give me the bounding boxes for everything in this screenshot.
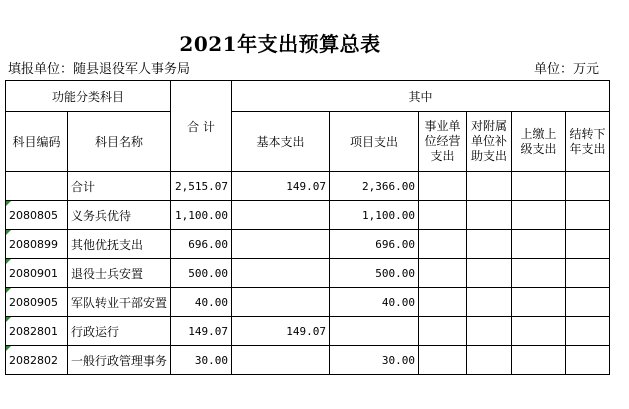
- cell-total[interactable]: 149.07: [171, 317, 232, 346]
- cell-enterprise[interactable]: [419, 317, 467, 346]
- cell-upper[interactable]: [512, 259, 566, 288]
- cell-upper[interactable]: [512, 317, 566, 346]
- cell-name[interactable]: 退役士兵安置: [68, 259, 171, 288]
- cell-upper[interactable]: [512, 172, 566, 201]
- table-row: [6, 172, 610, 201]
- header-subsidiary[interactable]: 对附属单位补助支出: [467, 112, 512, 172]
- header-name[interactable]: 科目名称: [68, 112, 171, 172]
- cell-total[interactable]: 2,515.07: [171, 172, 232, 201]
- cell-name[interactable]: 合计: [68, 172, 171, 201]
- table-row: [6, 346, 610, 375]
- budget-table: [5, 80, 610, 375]
- cell-basic[interactable]: [232, 288, 330, 317]
- cell-project[interactable]: [330, 317, 419, 346]
- green-triangle-icon: [6, 346, 11, 351]
- cell-carry[interactable]: [566, 346, 610, 375]
- cell-carry[interactable]: [566, 317, 610, 346]
- cell-upper[interactable]: [512, 230, 566, 259]
- header-upper[interactable]: 上缴上级支出: [512, 112, 566, 172]
- cell-carry[interactable]: [566, 288, 610, 317]
- cell-total[interactable]: 500.00: [171, 259, 232, 288]
- cell-carry[interactable]: [566, 230, 610, 259]
- table-row: [6, 230, 610, 259]
- cell-code[interactable]: 2080899: [6, 230, 68, 259]
- cell-enterprise[interactable]: [419, 288, 467, 317]
- cell-project[interactable]: 30.00: [330, 346, 419, 375]
- green-triangle-icon: [6, 230, 11, 235]
- green-triangle-icon: [6, 201, 11, 206]
- green-triangle-icon: [6, 259, 11, 264]
- table-row: [6, 259, 610, 288]
- cell-basic[interactable]: 149.07: [232, 317, 330, 346]
- header-project[interactable]: 项目支出: [330, 112, 419, 172]
- cell-enterprise[interactable]: [419, 172, 467, 201]
- table-row: [6, 317, 610, 346]
- cell-total[interactable]: 30.00: [171, 346, 232, 375]
- cell-name[interactable]: 其他优抚支出: [68, 230, 171, 259]
- cell-total[interactable]: 40.00: [171, 288, 232, 317]
- cell-code[interactable]: 2080901: [6, 259, 68, 288]
- cell-enterprise[interactable]: [419, 259, 467, 288]
- cell-enterprise[interactable]: [419, 230, 467, 259]
- cell-carry[interactable]: [566, 201, 610, 230]
- reporting-unit: 填报单位：随县退役军人事务局: [8, 62, 191, 77]
- cell-name[interactable]: 一般行政管理事务: [68, 346, 171, 375]
- cell-subsidiary[interactable]: [467, 201, 512, 230]
- header-carry[interactable]: 结转下年支出: [566, 112, 610, 172]
- cell-project[interactable]: 40.00: [330, 288, 419, 317]
- cell-subsidiary[interactable]: [467, 259, 512, 288]
- cell-carry[interactable]: [566, 172, 610, 201]
- cell-subsidiary[interactable]: [467, 230, 512, 259]
- cell-name[interactable]: 义务兵优待: [68, 201, 171, 230]
- header-total[interactable]: 合 计: [171, 81, 232, 172]
- cell-name[interactable]: 军队转业干部安置: [68, 288, 171, 317]
- cell-carry[interactable]: [566, 259, 610, 288]
- cell-code[interactable]: 2080905: [6, 288, 68, 317]
- cell-code[interactable]: [6, 172, 68, 201]
- cell-code[interactable]: 2082801: [6, 317, 68, 346]
- cell-code[interactable]: 2080805: [6, 201, 68, 230]
- cell-project[interactable]: 2,366.00: [330, 172, 419, 201]
- cell-project[interactable]: 696.00: [330, 230, 419, 259]
- currency-unit: 单位：万元: [534, 62, 600, 77]
- cell-enterprise[interactable]: [419, 346, 467, 375]
- cell-basic[interactable]: [232, 201, 330, 230]
- cell-subsidiary[interactable]: [467, 288, 512, 317]
- green-triangle-icon: [6, 317, 11, 322]
- table-row: [6, 288, 610, 317]
- header-among[interactable]: 其中: [232, 81, 610, 112]
- cell-code[interactable]: 2082802: [6, 346, 68, 375]
- report-title: 2021年支出预算总表: [179, 32, 381, 56]
- cell-total[interactable]: 696.00: [171, 230, 232, 259]
- cell-basic[interactable]: [232, 259, 330, 288]
- header-code[interactable]: 科目编码: [6, 112, 68, 172]
- cell-subsidiary[interactable]: [467, 172, 512, 201]
- cell-project[interactable]: 500.00: [330, 259, 419, 288]
- cell-basic[interactable]: 149.07: [232, 172, 330, 201]
- cell-upper[interactable]: [512, 346, 566, 375]
- header-basic[interactable]: 基本支出: [232, 112, 330, 172]
- cell-upper[interactable]: [512, 201, 566, 230]
- green-triangle-icon: [6, 288, 11, 293]
- cell-subsidiary[interactable]: [467, 317, 512, 346]
- cell-name[interactable]: 行政运行: [68, 317, 171, 346]
- cell-upper[interactable]: [512, 288, 566, 317]
- header-func-class[interactable]: 功能分类科目: [6, 81, 171, 112]
- header-enterprise[interactable]: 事业单位经营支出: [419, 112, 467, 172]
- cell-project[interactable]: 1,100.00: [330, 201, 419, 230]
- cell-basic[interactable]: [232, 230, 330, 259]
- table-row: [6, 201, 610, 230]
- cell-subsidiary[interactable]: [467, 346, 512, 375]
- cell-basic[interactable]: [232, 346, 330, 375]
- cell-total[interactable]: 1,100.00: [171, 201, 232, 230]
- cell-enterprise[interactable]: [419, 201, 467, 230]
